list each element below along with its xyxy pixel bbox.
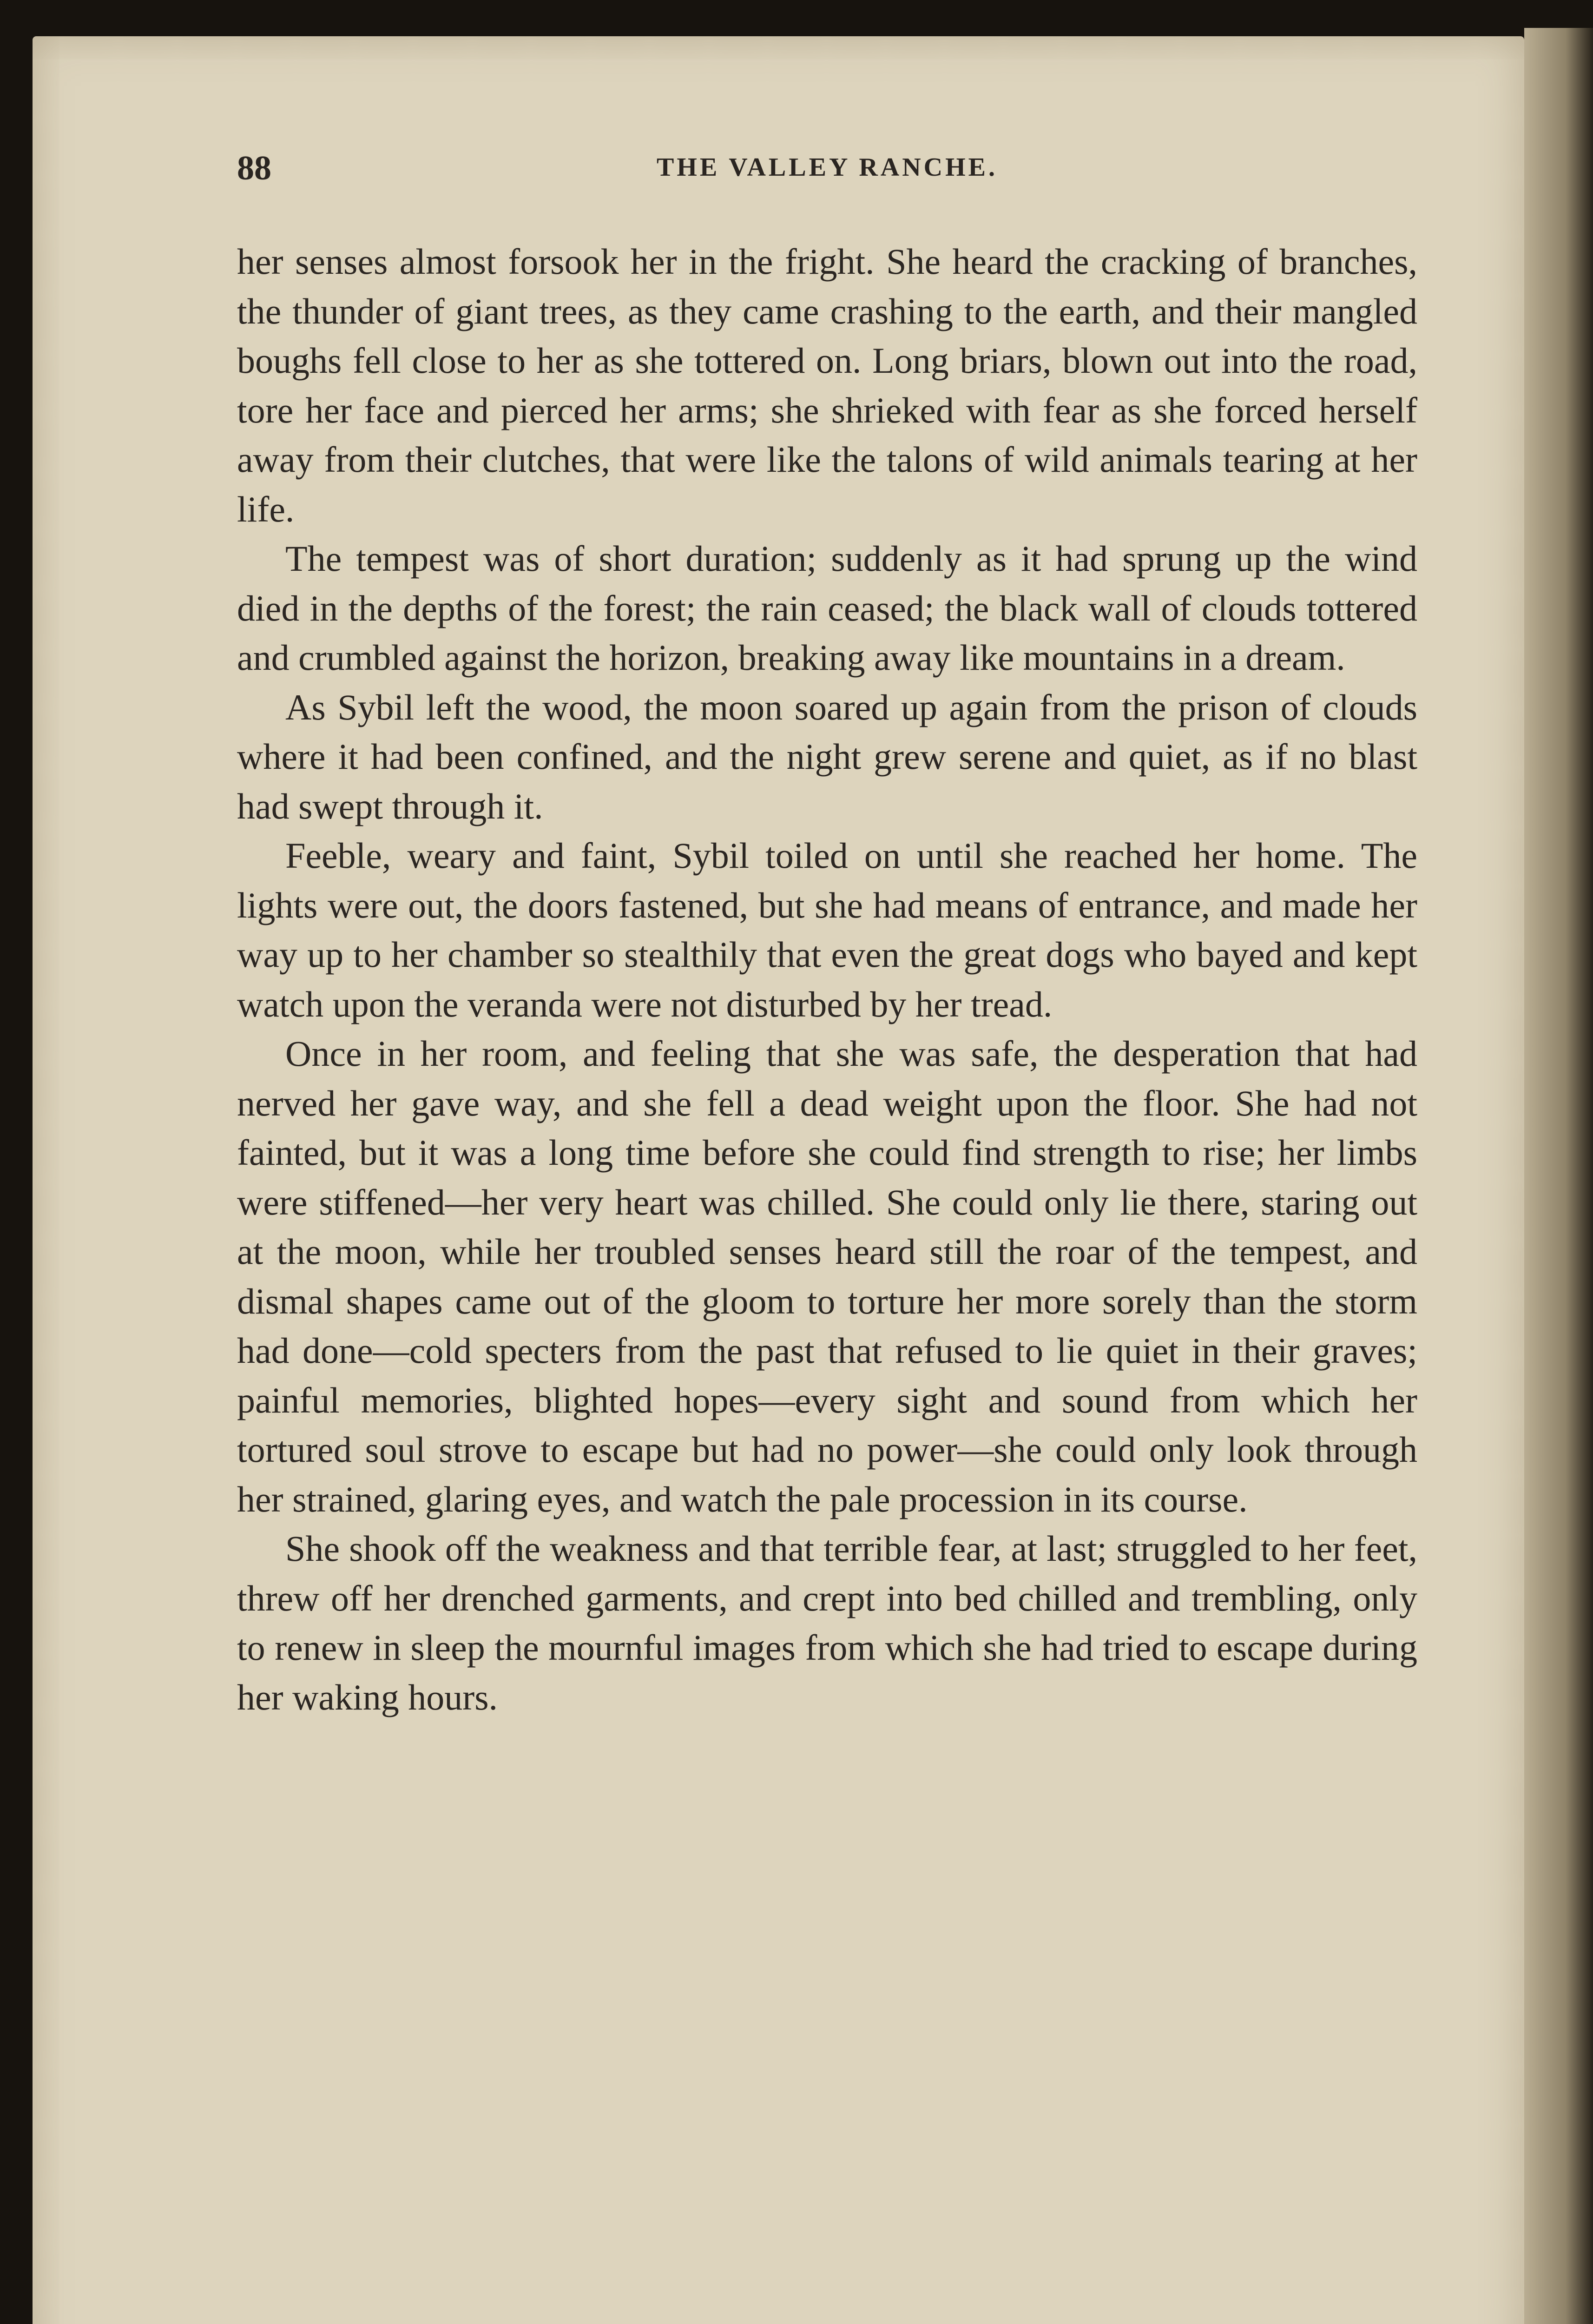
running-head [237,149,1417,186]
paragraph: The tempest was of short duration; suddenly as it had sprung up the wind died in the depths of the forest; the rain ceased; the black wall of clouds tottered and crumbled against the horizon, breaking away like mountains in a dream. [237,538,1417,678]
body-text [237,237,1417,1722]
paragraph: Once in her room, and feeling that she was safe, the desperation that had nerved her gave way, and she fell a dead weight upon the floor. She had not fainted, but it was a long time before she could find strength to rise; her limbs were stiffened—her very heart was chilled. She could only lie there, staring out at the moon, while her troubled senses heard still the roar of the tempest, and dismal shapes came out of the gloom to torture her more sorely than the storm had done—cold specters from the past that refused to lie quiet in their graves; painful memories, blighted hopes—every sight and sound from which her tortured soul strove to escape but had no power—she could only look through her strained, glaring eyes, and watch the pale procession in its course. [237,1033,1417,1519]
running-title: THE VALLEY RANCHE. [656,153,998,182]
paragraph: her senses almost forsook her in the fright. She heard the cracking of branches, the thunder of giant trees, as they came crashing to the earth, and their mangled boughs fell close to her as she tottered on. Long briars, blown out into the road, tore her face and pierced her arms; she shrieked with fear as she forced herself away from their clutches, that were like the talons of wild animals tearing at her life. [237,241,1417,529]
paragraph: As Sybil left the wood, the moon soared up again from the prison of clouds where it had been confined, and the night grew serene and quiet, as if no blast had swept through it. [237,687,1417,826]
page-number: 88 [237,149,271,187]
paragraph: She shook off the weakness and that terrible fear, at last; struggled to her feet, threw off her drenched garments, and crept into bed chilled and trembling, only to renew in sleep the mournful images from which she had tried to escape during her waking hours. [237,1528,1417,1717]
paragraph: Feeble, weary and faint, Sybil toiled on until she reached her home. The lights were out, the doors fastened, but she had means of entrance, and made her way up to her chamber so stealthily that even the great dogs who bayed and kept watch upon the veranda were not disturbed by her tread. [237,835,1417,1024]
page-edge [1524,28,1593,2324]
